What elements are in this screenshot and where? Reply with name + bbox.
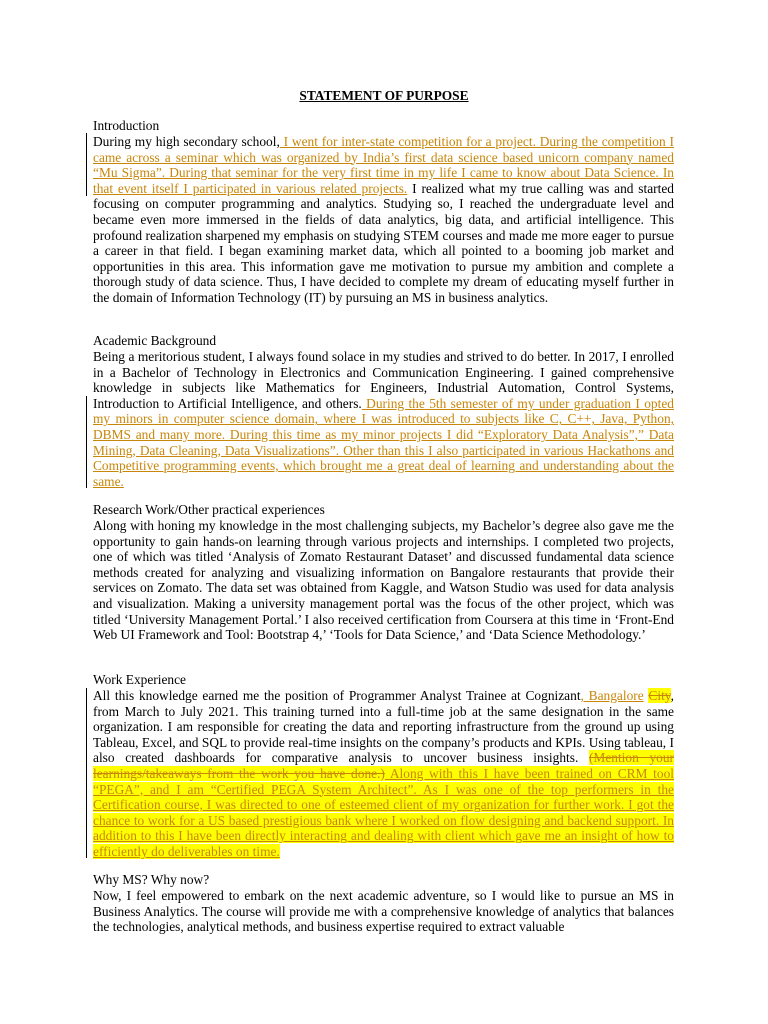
section-why-ms (93, 872, 674, 935)
section-work-experience (93, 672, 674, 860)
deleted-text-run: City (648, 688, 671, 703)
section-heading: Work Experience (93, 672, 186, 687)
text-run: I realized what my true calling was and started focusing on computer programming and analytics. Studying so, I reached the undergraduate level and became even more immersed in the fields of data analytics, big data, and artificial intelligence. This profound realization sharpened my emphasis on studying STEM courses and made me more eager to pursue a career in that field. I began examining market data, which all pointed to a booming job market and opportunities in this area. This information gave me motivation to pursue my ambition and complete a thorough study of data science. Thus, I have decided to complete my dream of educating myself further in the domain of Information Technology (IT) by pursuing an MS in business analytics. (93, 180, 674, 305)
text-run: Now, I feel empowered to embark on the next academic adventure, so I would like to pursue an MS in Business Analytics. The course will provide me with a comprehensive knowledge of analytics that balances the technologies, analytical methods, and business expertise required to extract valuable (93, 888, 674, 935)
text-run: All this knowledge earned me the position of Programmer Analyst Trainee at Cognizant (93, 688, 581, 703)
section-paragraph (93, 688, 674, 860)
section-research-work (93, 502, 674, 643)
section-heading: Introduction (93, 118, 160, 133)
text-run: Along with honing my knowledge in the most challenging subjects, my Bachelor’s degree also gave me the opportunity to gain hands-on learning through various projects and internships. I completed two projects, one of which was titled ‘Analysis of Zomato Restaurant Dataset’ and discussed fundamental data science methods created for analyzing and visualizing information on Bangalore restaurants that provide their services on Zomato. The data set was obtained from Kaggle, and Watson Studio was used for data analysis and visualization. Making a university management portal was the focus of the other project, which was titled ‘University Management Portal.’ I also received certification from Coursera at this time in ‘Front-End Web UI Framework and Tool: Bootstrap 4,’ ‘Tools for Data Science,’ and ‘Data Science Methodology.’ (93, 518, 674, 643)
section-paragraph (93, 518, 674, 643)
inserted-text-run: , Bangalore (580, 688, 644, 703)
section-paragraph (93, 134, 674, 306)
inserted-text-run: During the 5th semester of my under graduation I opted my minors in computer science domain, where I was introduced to subjects like C, C++, Java, Python, DBMS and many more. During this time as my minor projects I did “Exploratory Data Analysis”,” Data Mining, Data Cleaning, Data Visualizations”. Other than this I also participated in various Hackathons and Competitive programming events, which brought me a great deal of learning and understanding about the same. (93, 395, 674, 489)
change-bar (86, 688, 87, 858)
deleted-text-run: (Mention your learnings/takeaways from the work you have done.) (93, 750, 674, 781)
section-academic-background (93, 333, 674, 489)
text-run: Being a meritorious student, I always found solace in my studies and strived to do better. In 2017, I enrolled in a Bachelor of Technology in Electronics and Communication Engineering. I gained comprehensive knowledge in subjects like Mathematics for Engineers, Industrial Automation, Control Systems, Introduction to Artificial Intelligence, and others. (93, 349, 674, 411)
section-paragraph (93, 349, 674, 489)
document-title: STATEMENT OF PURPOSE (299, 88, 469, 103)
text-run: , from March to July 2021. This training turned into a full-time job at the same designation in the same organization. I am responsible for creating the data and reporting infrastructure from the ground up using Tableau, Excel, and SQL to provide real-time insights on the company’s products and KPIs. Using tableau, I also created dashboards for comparative analysis to uncover business insights. (93, 688, 674, 766)
section-heading: Research Work/Other practical experiences (93, 502, 325, 517)
inserted-highlighted-text-run: Along with this I have been trained on CRM tool “PEGA”, and I am “Certified PEGA System Architect”. As I was one of the top performers in the Certification course, I was directed to one of esteemed client of my organization for further work. I got the chance to work for a US based prestigious bank where I worked on flow designing and backend support. In addition to this I have been directly interacting and dealing with client which gave me an insight of how to efficiently do deliverables on time. (93, 765, 675, 859)
inserted-text-run: I went for inter-state competition for a project. During the competition I came across a seminar which was organized by India’s first data science based unicorn company named “Mu Sigma”. During that seminar for the very first time in my life I came to know about Data Science. In that event itself I participated in various related projects. (93, 134, 674, 196)
section-heading: Why MS? Why now? (93, 872, 210, 887)
change-bar (86, 133, 87, 196)
change-bar (86, 396, 87, 488)
section-heading: Academic Background (93, 333, 217, 348)
section-introduction (93, 118, 674, 306)
text-run: During my high secondary school, (93, 134, 280, 149)
section-paragraph (93, 888, 674, 935)
